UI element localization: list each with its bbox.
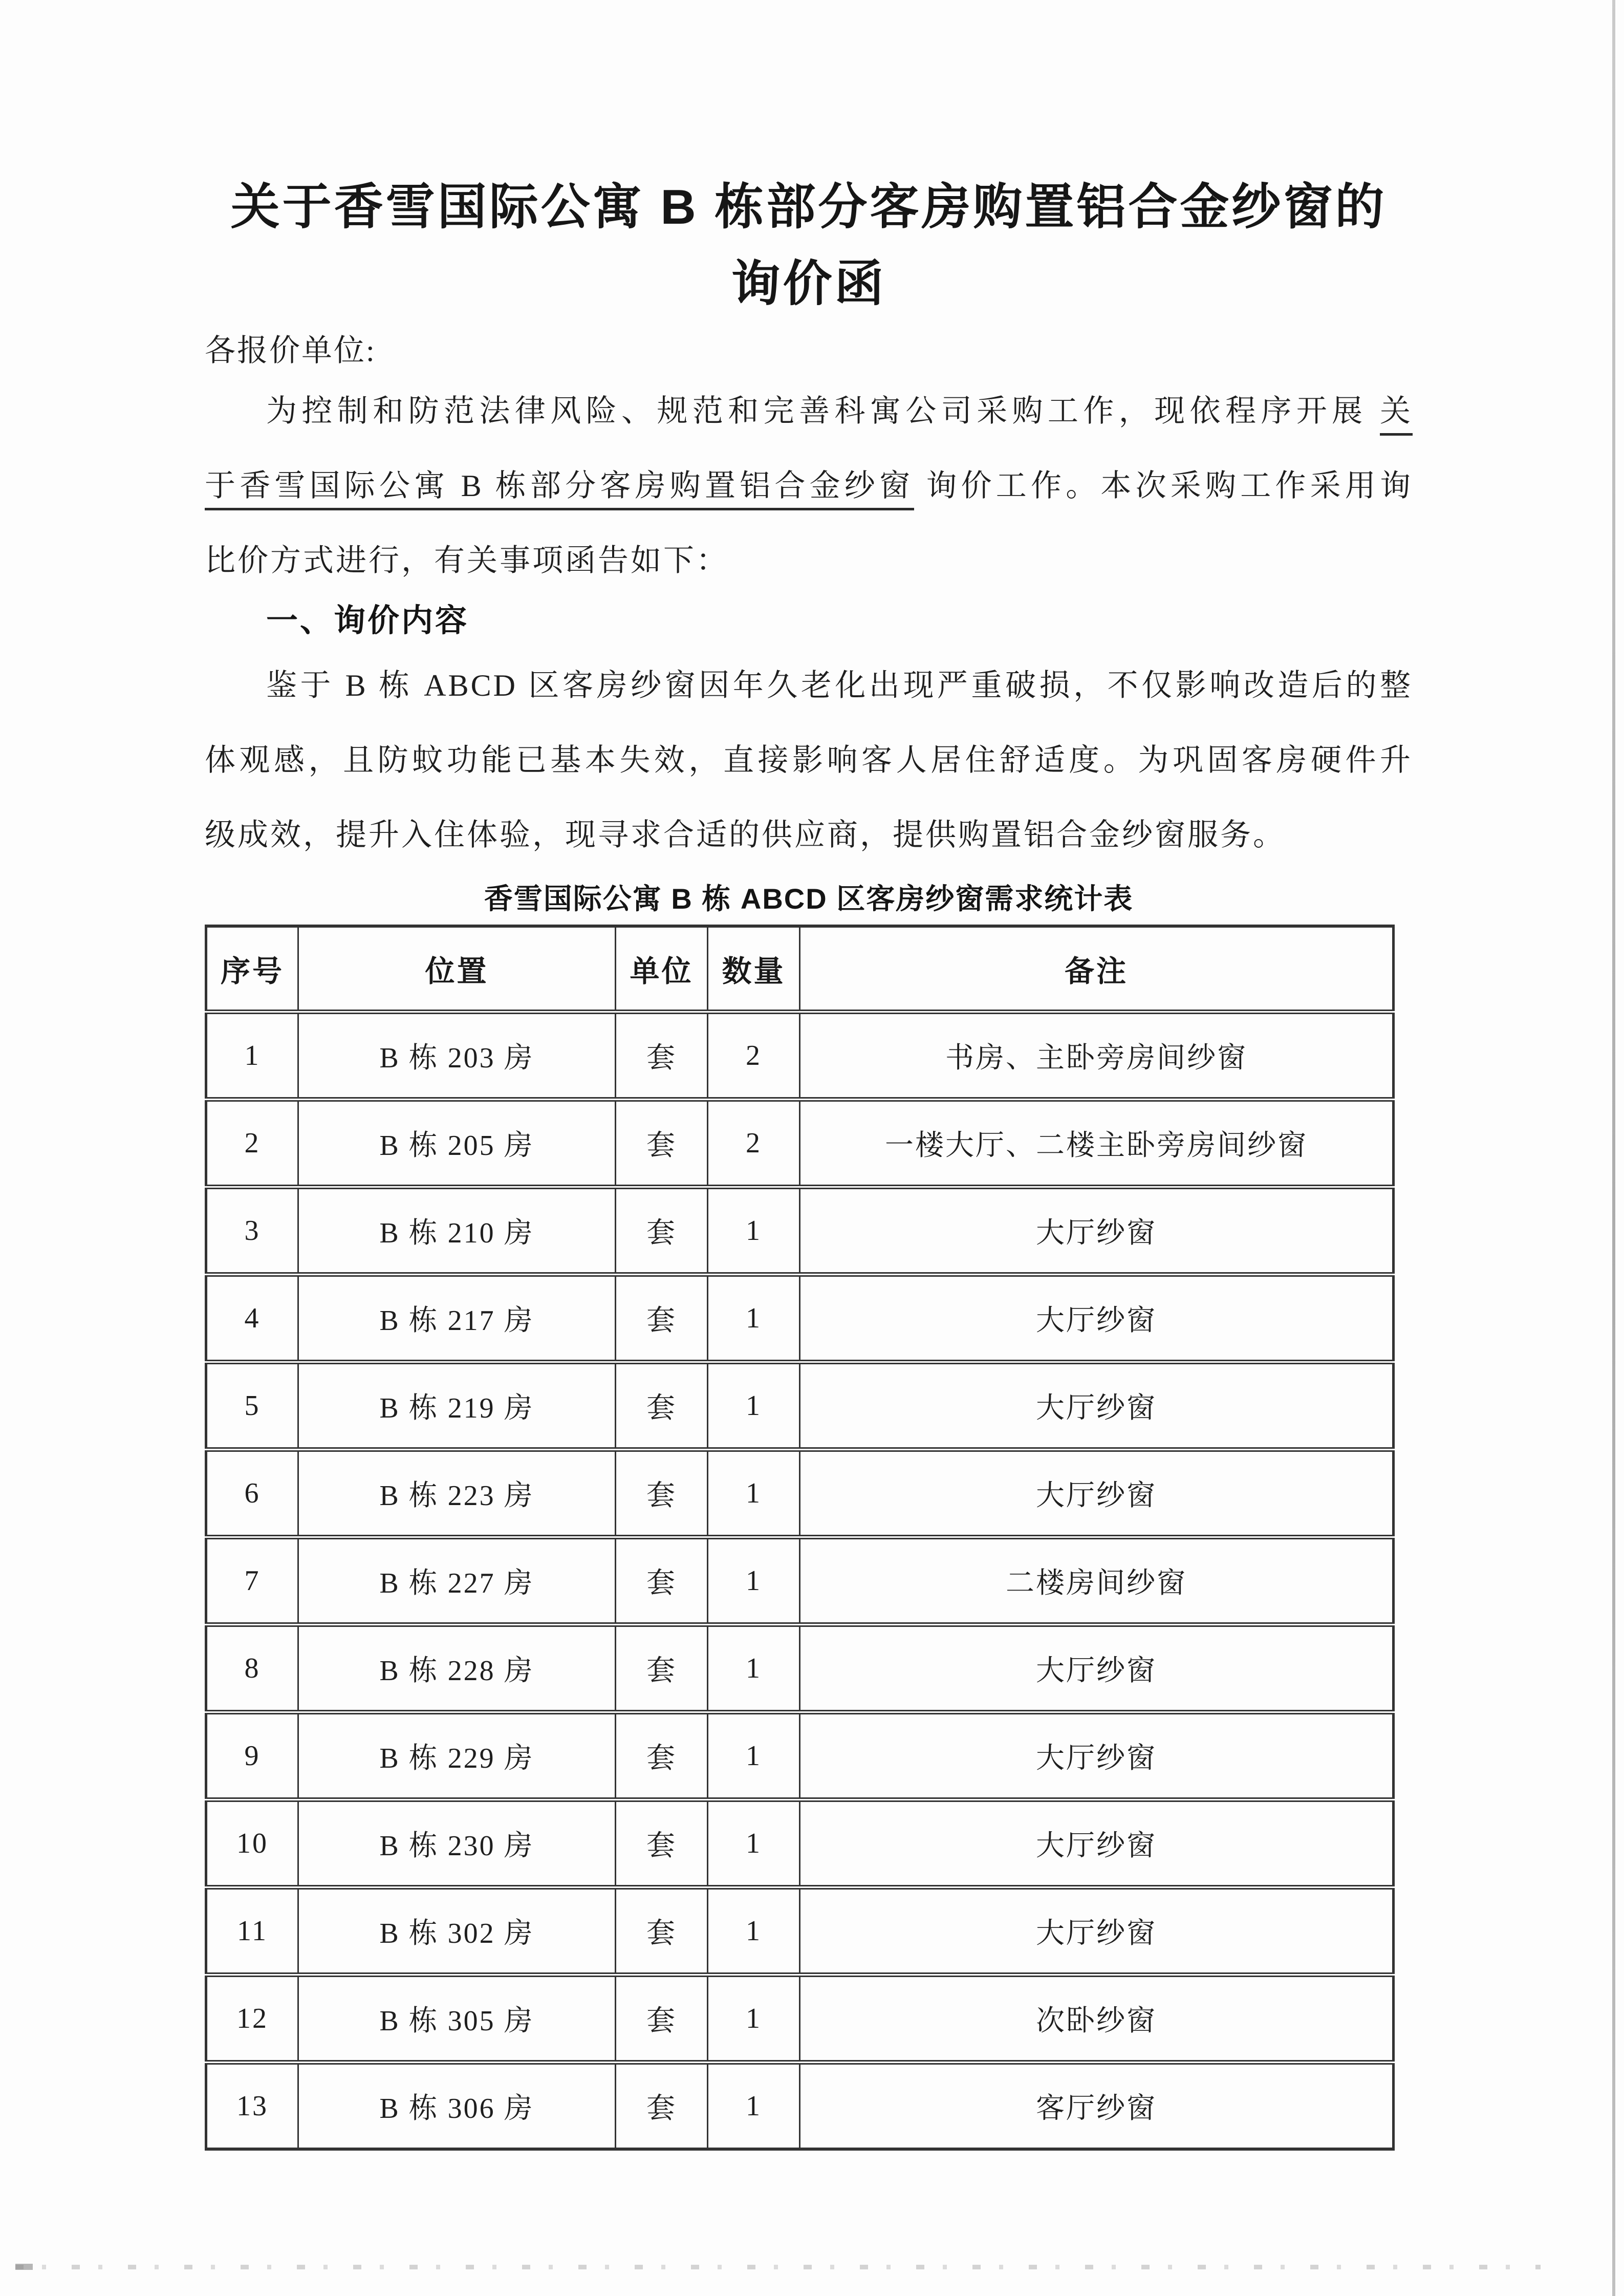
table-cell: 12 [206, 1975, 298, 2063]
table-cell: B 栋 230 房 [298, 1800, 616, 1887]
table-cell: 2 [206, 1100, 298, 1187]
table-cell: 4 [206, 1275, 298, 1362]
table-cell: 大厅纱窗 [800, 1625, 1394, 1712]
table-row [206, 1362, 1394, 1450]
table-cell: 1 [708, 1187, 800, 1275]
table-row [206, 1100, 1394, 1187]
table-cell: 套 [616, 1712, 708, 1800]
table-cell: 套 [616, 2063, 708, 2150]
table-title: 香雪国际公寓 B 栋 ABCD 区客房纱窗需求统计表 [484, 883, 1134, 915]
table-row [206, 1537, 1394, 1625]
table-cell: 2 [708, 1012, 800, 1100]
table-cell: 1 [708, 1275, 800, 1362]
table-cell: 大厅纱窗 [800, 1887, 1394, 1975]
requirements-table [205, 925, 1395, 2151]
table-row [206, 1450, 1394, 1537]
table-cell: B 栋 229 房 [298, 1712, 616, 1800]
table-cell: B 栋 217 房 [298, 1275, 616, 1362]
table-cell: 套 [616, 1362, 708, 1450]
table-cell: 1 [708, 1887, 800, 1975]
table-row [206, 2063, 1394, 2150]
table-row [206, 1625, 1394, 1712]
section1-paragraph [205, 648, 1413, 872]
scan-noise-strip [15, 2265, 1541, 2269]
intro-line1-underlined: 关 [1380, 394, 1413, 436]
table-cell: B 栋 306 房 [298, 2063, 616, 2150]
table-cell: 套 [616, 1975, 708, 2063]
scan-speck [15, 2264, 33, 2270]
table-cell: 套 [616, 1887, 708, 1975]
section1-line-1: 鉴于 B 栋 ABCD 区客房纱窗因年久老化出现严重破损，不仅影响改造后的整 [266, 669, 1413, 702]
table-cell: 客厅纱窗 [800, 2063, 1394, 2150]
section1-line-2: 体观感，且防蚊功能已基本失效，直接影响客人居住舒适度。为巩固客房硬件升 [205, 743, 1413, 777]
section1-heading: 一、询价内容 [266, 603, 469, 638]
table-cell: 套 [616, 1800, 708, 1887]
document-title [205, 169, 1413, 323]
table-cell: B 栋 302 房 [298, 1887, 616, 1975]
document-content [205, 0, 1413, 2151]
header-cell-qty: 数量 [708, 926, 800, 1012]
table-cell: 1 [708, 2063, 800, 2150]
table-cell: B 栋 227 房 [298, 1537, 616, 1625]
table-cell: 一楼大厅、二楼主卧旁房间纱窗 [800, 1100, 1394, 1187]
table-cell: 1 [708, 1800, 800, 1887]
salutation: 各报价单位: [205, 334, 376, 368]
table-cell: 7 [206, 1537, 298, 1625]
table-cell: 套 [616, 1275, 708, 1362]
table-cell: 套 [616, 1012, 708, 1100]
table-cell: 2 [708, 1100, 800, 1187]
table-cell: 1 [708, 1712, 800, 1800]
table-row [206, 1887, 1394, 1975]
table-cell: B 栋 203 房 [298, 1012, 616, 1100]
table-cell: 1 [708, 1975, 800, 2063]
table-cell: 大厅纱窗 [800, 1362, 1394, 1450]
table-cell: 13 [206, 2063, 298, 2150]
table-cell: 大厅纱窗 [800, 1187, 1394, 1275]
table-cell: 大厅纱窗 [800, 1712, 1394, 1800]
table-cell: 套 [616, 1187, 708, 1275]
intro-line-1 [205, 374, 1413, 448]
intro-paragraph [205, 374, 1413, 598]
intro-line2-text: 询价工作。本次采购工作采用询 [914, 469, 1413, 503]
table-cell: 大厅纱窗 [800, 1800, 1394, 1887]
section1-line-3: 级成效，提升入住体验，现寻求合适的供应商，提供购置铝合金纱窗服务。 [205, 818, 1286, 852]
table-cell: 1 [206, 1012, 298, 1100]
table-cell: 3 [206, 1187, 298, 1275]
table-cell: 1 [708, 1362, 800, 1450]
table-cell: 大厅纱窗 [800, 1275, 1394, 1362]
table-cell: B 栋 228 房 [298, 1625, 616, 1712]
table-row [206, 1800, 1394, 1887]
table-cell: 套 [616, 1450, 708, 1537]
table-cell: 套 [616, 1625, 708, 1712]
table-row [206, 1975, 1394, 2063]
intro-line2-underlined: 于香雪国际公寓 B 栋部分客房购置铝合金纱窗 [205, 469, 914, 510]
table-header-row [206, 926, 1394, 1012]
table-row [206, 1012, 1394, 1100]
header-cell-location: 位置 [298, 926, 616, 1012]
table-cell: B 栋 210 房 [298, 1187, 616, 1275]
table-cell: 次卧纱窗 [800, 1975, 1394, 2063]
table-cell: 9 [206, 1712, 298, 1800]
table-cell: 套 [616, 1537, 708, 1625]
table-cell: 书房、主卧旁房间纱窗 [800, 1012, 1394, 1100]
table-cell: 6 [206, 1450, 298, 1537]
table-row [206, 1187, 1394, 1275]
table-cell: 1 [708, 1537, 800, 1625]
table-row [206, 1275, 1394, 1362]
table-cell: 二楼房间纱窗 [800, 1537, 1394, 1625]
table-cell: B 栋 205 房 [298, 1100, 616, 1187]
intro-line-3: 比价方式进行，有关事项函告如下： [205, 544, 729, 577]
scan-edge-line [1612, 0, 1615, 2296]
table-cell: 5 [206, 1362, 298, 1450]
document-title-line2: 询价函 [731, 256, 886, 311]
table-cell: 套 [616, 1100, 708, 1187]
table-cell: 大厅纱窗 [800, 1450, 1394, 1537]
table-cell: 10 [206, 1800, 298, 1887]
table-cell: B 栋 305 房 [298, 1975, 616, 2063]
table-cell: 1 [708, 1450, 800, 1537]
intro-line-2 [205, 448, 1413, 523]
table-cell: 8 [206, 1625, 298, 1712]
table-row [206, 1712, 1394, 1800]
header-cell-remark: 备注 [800, 926, 1394, 1012]
intro-line1-text: 为控制和防范法律风险、规范和完善科寓公司采购工作，现依程序开展 [266, 394, 1380, 428]
table-cell: 11 [206, 1887, 298, 1975]
table-cell: B 栋 223 房 [298, 1450, 616, 1537]
table-cell: 1 [708, 1625, 800, 1712]
header-cell-unit: 单位 [616, 926, 708, 1012]
document-title-line1: 关于香雪国际公寓 B 栋部分客房购置铝合金纱窗的 [230, 180, 1387, 234]
table-cell: B 栋 219 房 [298, 1362, 616, 1450]
header-cell-index: 序号 [206, 926, 298, 1012]
